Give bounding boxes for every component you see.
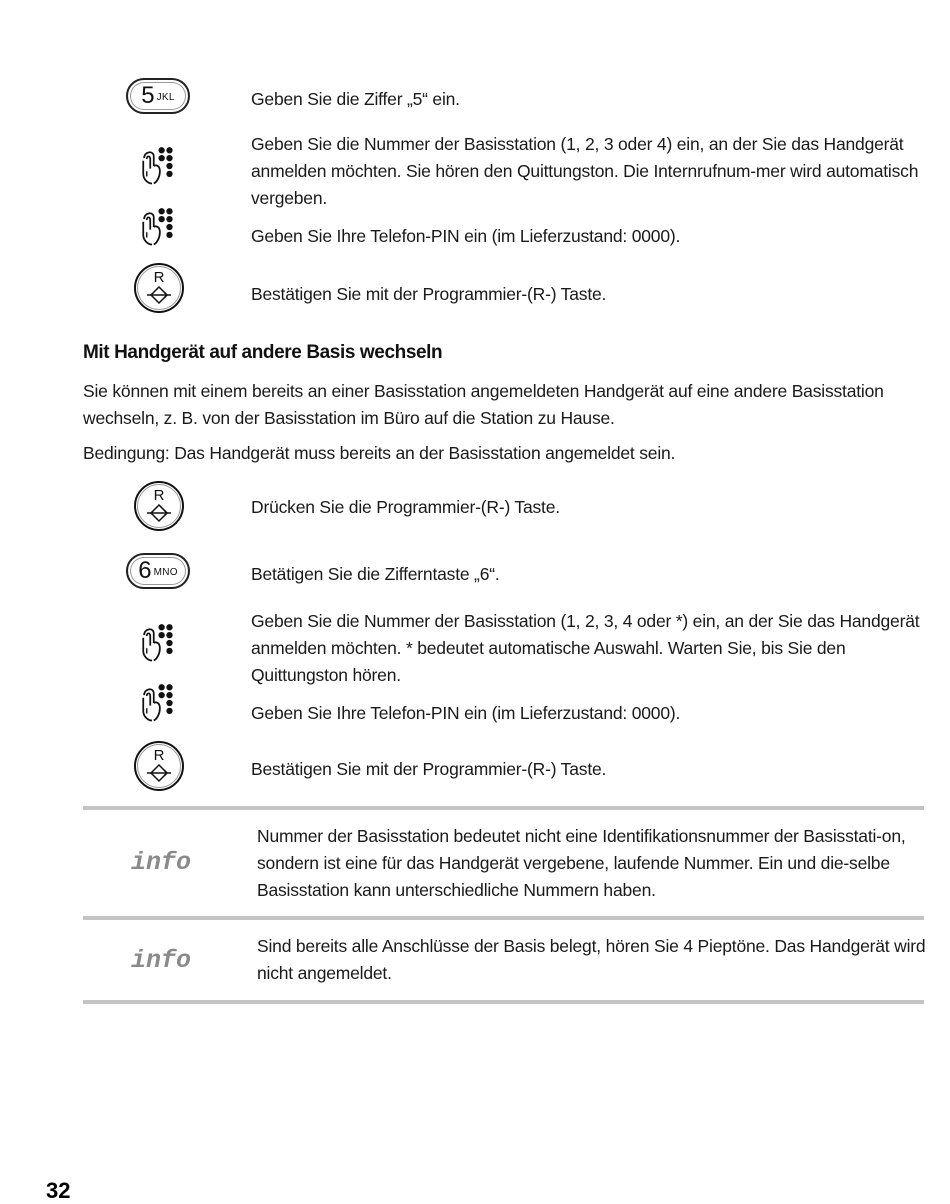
divider bbox=[83, 1000, 924, 1004]
step-text: Bestätigen Sie mit der Programmier-(R-) Taste. bbox=[251, 759, 607, 779]
page-number: 32 bbox=[46, 1178, 71, 1203]
section-heading: Mit Handgerät auf andere Basis wechseln bbox=[83, 342, 443, 363]
key-letters: MNO bbox=[153, 566, 178, 578]
step-text: Geben Sie die Nummer der Basisstation (1, 2, 3 oder 4) ein, an der Sie das Handgerät anmelden möchten. Sie hören den Quittungston. Die Internrufnum-mer wird automatisch vergeben. bbox=[251, 134, 919, 208]
step-text: Drücken Sie die Programmier-(R-) Taste. bbox=[251, 497, 560, 517]
step-text: Geben Sie Ihre Telefon-PIN ein (im Lieferzustand: 0000). bbox=[251, 226, 681, 246]
info-label: info bbox=[131, 848, 192, 877]
keypad-hand-icon bbox=[138, 204, 180, 250]
info-text: Nummer der Basisstation bedeutet nicht eine Identifikationsnummer der Basisstati-on, sondern ist eine für das Handgerät vergebene, laufende Nummer. Ein und die-selbe Basisstation kann unterschiedliche Nummern haben. bbox=[257, 826, 906, 900]
info-text: Sind bereits alle Anschlüsse der Basis belegt, hören Sie 4 Pieptöne. Das Handgerät wird nicht angemeldet. bbox=[257, 936, 926, 983]
step-text: Bestätigen Sie mit der Programmier-(R-) Taste. bbox=[251, 284, 607, 304]
keypad-hand-icon bbox=[138, 143, 180, 189]
intro-paragraph: Sie können mit einem bereits an einer Basisstation angemeldeten Handgerät auf eine andere Basisstation wechseln, z. B. von der Basisstation im Büro auf die Station zu Hause. bbox=[83, 381, 884, 428]
key-digit: 5 bbox=[141, 82, 155, 109]
condition-paragraph: Bedingung: Das Handgerät muss bereits an der Basisstation angemeldet sein. bbox=[83, 443, 676, 463]
key-letters: JKL bbox=[156, 91, 175, 103]
step-text: Geben Sie Ihre Telefon-PIN ein (im Lieferzustand: 0000). bbox=[251, 703, 681, 723]
divider bbox=[83, 916, 924, 920]
step-text: Betätigen Sie die Zifferntaste „6“. bbox=[251, 564, 500, 584]
key-5-icon bbox=[126, 78, 190, 114]
programming-r-key-icon bbox=[133, 262, 185, 314]
divider bbox=[83, 806, 924, 810]
programming-r-key-icon bbox=[133, 480, 185, 532]
key-6-icon bbox=[126, 553, 190, 589]
info-label: info bbox=[131, 946, 192, 975]
keypad-hand-icon bbox=[138, 620, 180, 666]
programming-r-key-icon bbox=[133, 740, 185, 792]
step-text: Geben Sie die Ziffer „5“ ein. bbox=[251, 89, 460, 109]
step-text: Geben Sie die Nummer der Basisstation (1, 2, 3, 4 oder *) ein, an der Sie das Handgerät anmelden möchten. * bedeutet automatische Auswahl. Warten Sie, bis Sie den Quittungston hören. bbox=[251, 611, 920, 685]
keypad-hand-icon bbox=[138, 680, 180, 726]
key-digit: 6 bbox=[138, 557, 152, 584]
